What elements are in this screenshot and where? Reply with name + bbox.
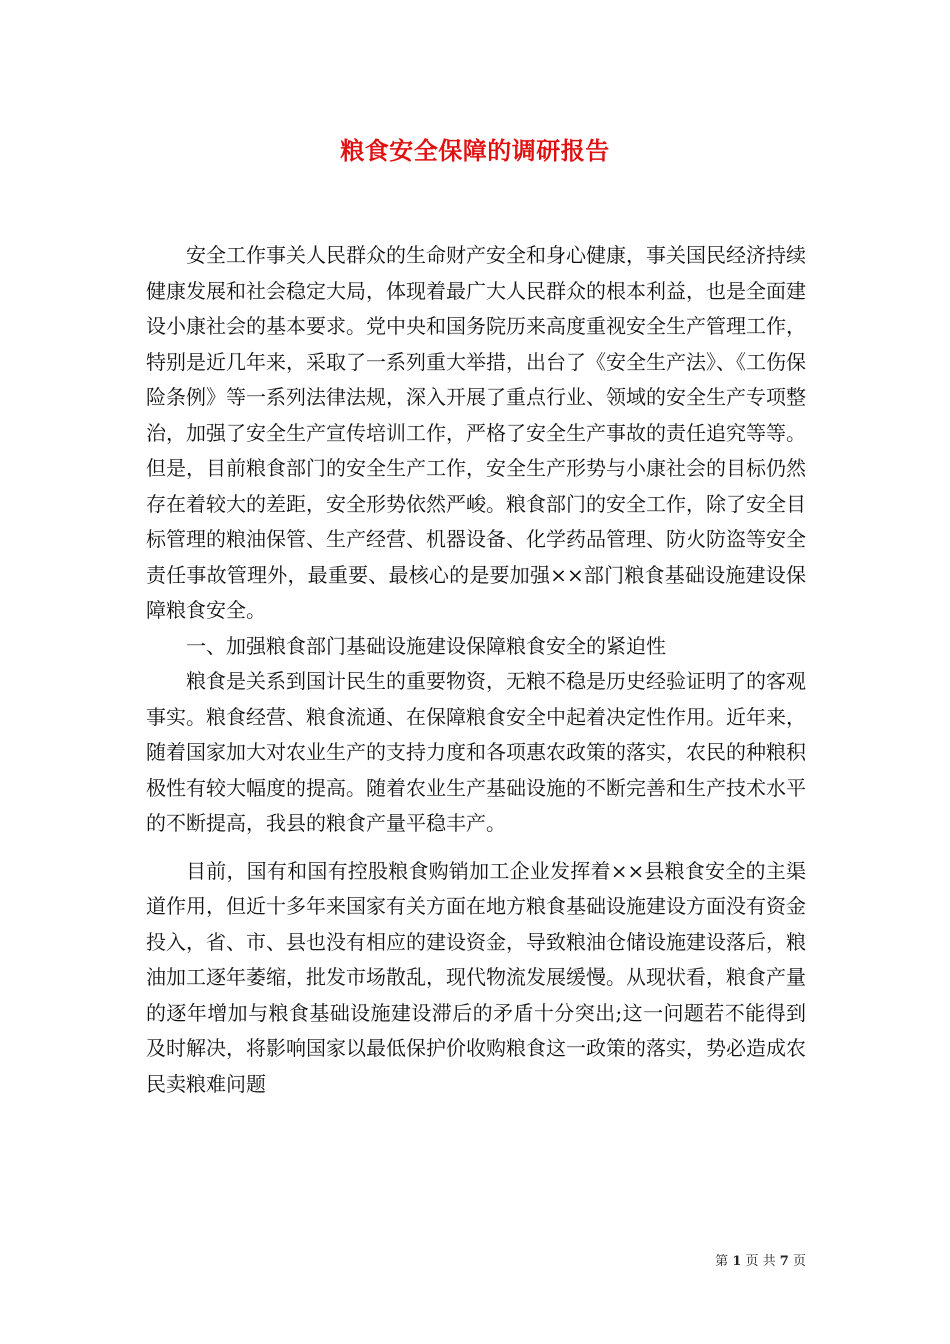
paragraph-grain-importance: 粮食是关系到国计民生的重要物资，无粮不稳是历史经验证明了的客观事实。粮食经营、粮食流通、在保障粮食安全中起着决定性作用。近年来，随着国家加大对农业生产的支持力度和各项惠农政策的落实，农民的种粮积极性有较大幅度的提高。随着农业生产基础设施的不断完善和生产技术水平的不断提高，我县的粮食产量平稳丰产。	[146, 669, 806, 835]
page-number-footer	[715, 1250, 806, 1269]
document-body	[146, 238, 806, 1102]
paragraph-current-situation: 目前，国有和国有控股粮食购销加工企业发挥着××县粮食安全的主渠道作用，但近十多年来国家有关方面在地方粮食基础设施建设方面没有资金投入，省、市、县也没有相应的建设资金，导致粮油仓储设施建设落后，粮油加工逐年萎缩，批发市场散乱，现代物流发展缓慢。从现状看，粮食产量的逐年增加与粮食基础设施建设滞后的矛盾十分突出;这一问题若不能得到及时解决，将影响国家以最低保护价收购粮食这一政策的落实，势必造成农民卖粮难问题	[146, 858, 806, 1096]
paragraph-intro: 安全工作事关人民群众的生命财产安全和身心健康，事关国民经济持续健康发展和社会稳定大局，体现着最广大人民群众的根本利益，也是全面建设小康社会的基本要求。党中央和国务院历来高度重视安全生产管理工作，特别是近几年来，采取了一系列重大举措，出台了《安全生产法》、《工伤保险条例》等一系列法律法规，深入开展了重点行业、领域的安全生产专项整治，加强了安全生产宣传培训工作，严格了安全生产事故的责任追究等等。但是，目前粮食部门的安全生产工作，安全生产形势与小康社会的目标仍然存在着较大的差距，安全形势依然严峻。粮食部门的安全工作，除了安全目标管理的粮油保管、生产经营、机器设备、化学药品管理、防火防盗等安全责任事故管理外，最重要、最核心的是要加强××部门粮食基础设施建设保障粮食安全。	[146, 243, 806, 622]
footer-current-page: 1	[732, 1254, 742, 1269]
footer-total-pages: 7	[779, 1254, 789, 1269]
footer-middle: 页 共	[745, 1254, 776, 1269]
footer-prefix: 第	[715, 1254, 729, 1269]
footer-suffix: 页	[792, 1254, 806, 1269]
document-title: 粮食安全保障的调研报告	[340, 136, 610, 165]
section-heading-1: 一、加强粮食部门基础设施建设保障粮食安全的紧迫性	[186, 633, 666, 658]
